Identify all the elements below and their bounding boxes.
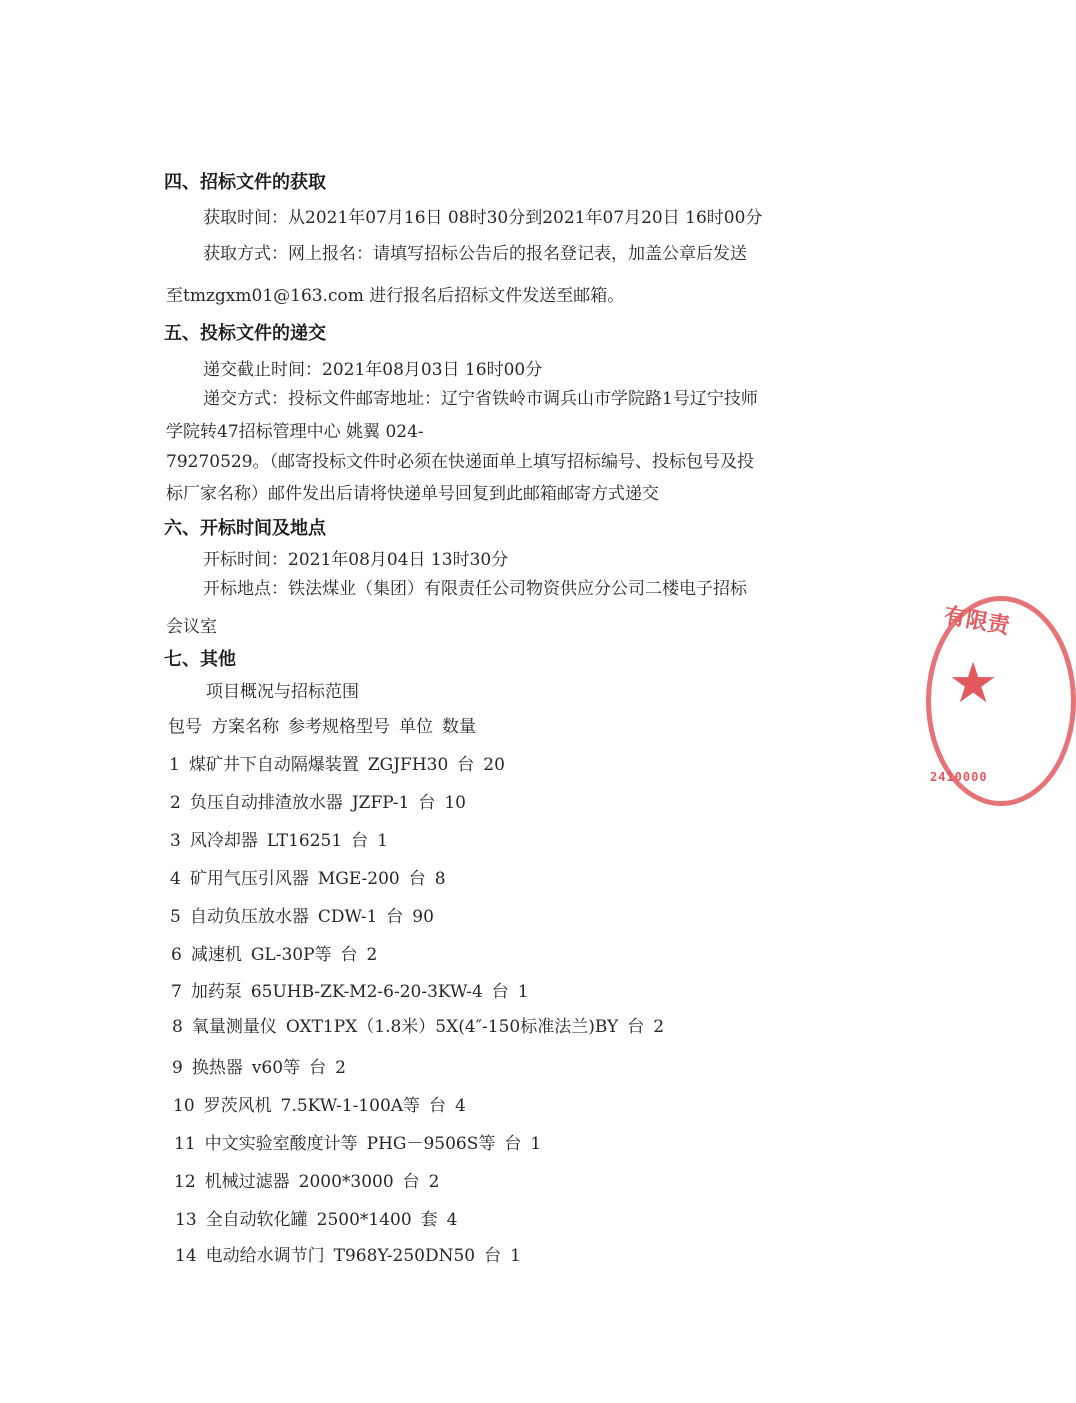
table-row: [175, 1205, 458, 1230]
row-no: 6: [171, 945, 182, 965]
row-name: 自动负压放水器: [189, 907, 309, 927]
row-unit: 台: [491, 982, 509, 1002]
table-row: [173, 1091, 466, 1116]
row-qty: 4: [446, 1210, 458, 1230]
row-qty: 1: [510, 1246, 521, 1266]
table-row: [170, 826, 388, 851]
header-unit: 单位: [399, 717, 433, 737]
header-quantity: 数量: [442, 717, 476, 737]
row-qty: 2: [366, 945, 378, 965]
seal-text: 有限责: [941, 603, 1012, 640]
row-model: ZGJFH30: [367, 755, 449, 775]
row-model: LT16251: [266, 831, 343, 851]
submission-method-line-1: 递交方式：投标文件邮寄地址：辽宁省铁岭市调兵山市学院路1号辽宁技师: [203, 389, 758, 409]
row-unit: 台: [386, 907, 404, 927]
row-qty: 10: [444, 793, 466, 813]
submission-deadline: 递交截止时间：2021年08月03日 16时00分: [203, 360, 543, 380]
table-row: [174, 1129, 541, 1154]
row-model: 65UHB-ZK-M2-6-20-3KW-4: [250, 982, 483, 1002]
row-qty: 2: [428, 1172, 440, 1192]
row-name: 罗茨风机: [203, 1096, 272, 1116]
submission-method-line-3: 79270529。（邮寄投标文件时必须在快递面单上填写招标编号、投标包号及投: [166, 452, 755, 472]
section-7-heading: 七、其他: [164, 649, 236, 670]
row-model: GL-30P等: [250, 945, 332, 965]
row-model: MGE-200: [317, 869, 400, 889]
row-model: 2500*1400: [316, 1210, 412, 1230]
row-qty: 1: [517, 982, 529, 1002]
row-unit: 台: [484, 1246, 502, 1266]
row-name: 中文实验室酸度计等: [204, 1134, 358, 1154]
row-name: 电动给水调节门: [205, 1246, 325, 1266]
table-row: [172, 1053, 346, 1078]
table-row: [169, 750, 505, 775]
section-6-heading: 六、开标时间及地点: [164, 518, 326, 539]
row-no: 2: [170, 793, 181, 813]
section-4-heading: 四、招标文件的获取: [164, 172, 326, 193]
row-qty: 1: [530, 1134, 542, 1154]
row-no: 7: [171, 982, 182, 1002]
table-header: [168, 712, 476, 737]
row-model: CDW-1: [317, 907, 378, 927]
row-no: 3: [170, 831, 181, 851]
row-no: 4: [170, 869, 181, 889]
row-name: 负压自动排渣放水器: [189, 793, 343, 813]
acquisition-time: 获取时间：从2021年07月16日 08时30分到2021年07月20日 16时00分: [203, 208, 763, 228]
row-model: OXT1PX（1.8米）5X(4″-150标准法兰)BY: [285, 1017, 619, 1037]
row-name: 风冷却器: [189, 831, 258, 851]
header-plan-name: 方案名称: [211, 717, 279, 737]
row-model: 2000*3000: [298, 1172, 394, 1192]
row-unit: 台: [351, 831, 369, 851]
table-row: [171, 940, 377, 965]
opening-place-line-1: 开标地点：铁法煤业（集团）有限责任公司物资供应分公司二楼电子招标: [203, 579, 747, 599]
table-row: [172, 1012, 664, 1037]
seal-star-icon: ★: [948, 651, 999, 716]
table-row: [170, 788, 466, 813]
row-unit: 台: [627, 1017, 645, 1037]
acquisition-method-line-1: 获取方式：网上报名：请填写招标公告后的报名登记表，加盖公章后发送: [203, 244, 747, 264]
table-row: [174, 1167, 440, 1192]
acquisition-method-line-2: 至tmzgxm01@163.com 进行报名后招标文件发送至邮箱。: [166, 286, 625, 306]
table-row: [175, 1241, 521, 1266]
opening-place-line-2: 会议室: [166, 617, 217, 637]
row-unit: 台: [340, 945, 358, 965]
row-qty: 1: [377, 831, 388, 851]
row-unit: 台: [418, 793, 436, 813]
row-no: 12: [174, 1172, 196, 1192]
row-qty: 8: [434, 869, 446, 889]
table-row: [171, 977, 529, 1002]
row-qty: 2: [335, 1058, 346, 1078]
row-name: 全自动软化罐: [205, 1210, 308, 1230]
row-qty: 90: [412, 907, 434, 927]
row-no: 1: [169, 755, 180, 775]
row-name: 加药泵: [190, 982, 242, 1002]
row-name: 换热器: [191, 1058, 243, 1078]
row-unit: 台: [504, 1134, 522, 1154]
seal-number: 2410000: [930, 770, 988, 784]
row-model: v60等: [251, 1058, 301, 1078]
row-no: 14: [175, 1246, 197, 1266]
row-name: 煤矿井下自动隔爆装置: [188, 755, 359, 775]
table-row: [170, 902, 434, 927]
opening-time: 开标时间：2021年08月04日 13时30分: [203, 550, 509, 570]
row-no: 11: [174, 1134, 196, 1154]
row-name: 氧量测量仪: [191, 1017, 277, 1037]
row-no: 10: [173, 1096, 195, 1116]
header-package-no: 包号: [168, 717, 202, 737]
row-name: 减速机: [190, 945, 242, 965]
row-unit: 台: [309, 1058, 327, 1078]
row-qty: 20: [483, 755, 505, 775]
row-unit: 台: [408, 869, 426, 889]
row-unit: 套: [420, 1210, 438, 1230]
submission-method-line-2: 学院转47招标管理中心 姚翼 024-: [166, 422, 424, 442]
row-no: 5: [170, 907, 181, 927]
row-model: PHG－9506S等: [366, 1134, 496, 1154]
submission-method-line-4: 标厂家名称）邮件发出后请将快递单号回复到此邮箱邮寄方式递交: [166, 484, 659, 504]
table-row: [170, 864, 446, 889]
row-no: 8: [172, 1017, 183, 1037]
row-qty: 2: [653, 1017, 665, 1037]
row-name: 矿用气压引风器: [189, 869, 309, 889]
project-overview-subheading: 项目概况与招标范围: [206, 682, 359, 702]
section-5-heading: 五、投标文件的递交: [164, 323, 326, 344]
row-no: 13: [175, 1210, 197, 1230]
row-unit: 台: [457, 755, 475, 775]
row-model: T968Y-250DN50: [333, 1246, 476, 1266]
row-name: 机械过滤器: [204, 1172, 290, 1192]
row-qty: 4: [455, 1096, 466, 1116]
row-unit: 台: [429, 1096, 447, 1116]
row-unit: 台: [402, 1172, 420, 1192]
header-spec-model: 参考规格型号: [288, 717, 390, 737]
row-model: JZFP-1: [351, 793, 410, 813]
row-model: 7.5KW-1-100A等: [280, 1096, 421, 1116]
row-no: 9: [172, 1058, 183, 1078]
